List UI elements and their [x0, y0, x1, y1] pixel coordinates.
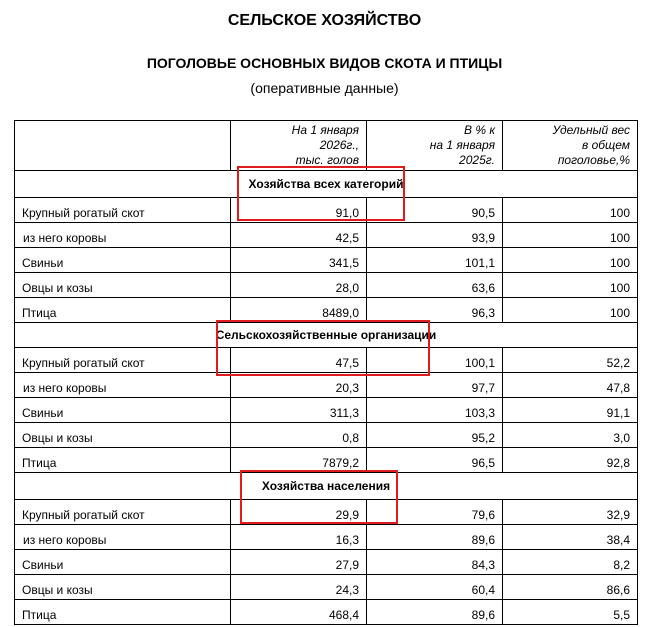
- cell-share-percent: 100: [503, 298, 638, 323]
- cell-share-percent: 32,9: [503, 500, 638, 525]
- section-header-row: [15, 473, 638, 500]
- cell-percent-to-2025: 79,6: [367, 500, 503, 525]
- cell-percent-to-2025: 96,3: [367, 298, 503, 323]
- cell-share-percent: 3,0: [503, 423, 638, 448]
- column-header-heads: [231, 121, 367, 171]
- row-label: Свиньи: [15, 248, 231, 273]
- column-header-line: тыс. голов: [295, 153, 359, 167]
- section-title: Сельскохозяйственные организации: [15, 323, 638, 348]
- row-label: Овцы и козы: [15, 273, 231, 298]
- column-header-line: поголовье,%: [557, 153, 630, 167]
- table-row: [15, 273, 638, 298]
- cell-share-percent: 100: [503, 198, 638, 223]
- cell-share-percent: 52,2: [503, 348, 638, 373]
- cell-heads-thousands: 311,3: [231, 398, 367, 423]
- cell-percent-to-2025: 101,1: [367, 248, 503, 273]
- table-row: [15, 398, 638, 423]
- row-label: из него коровы: [15, 223, 231, 248]
- row-label: Птица: [15, 448, 231, 473]
- cell-percent-to-2025: 90,5: [367, 198, 503, 223]
- cell-heads-thousands: 8489,0: [231, 298, 367, 323]
- table-subtitle: ПОГОЛОВЬЕ ОСНОВНЫХ ВИДОВ СКОТА И ПТИЦЫ: [146, 55, 503, 71]
- section-header-row: [15, 323, 638, 348]
- cell-heads-thousands: 341,5: [231, 248, 367, 273]
- cell-heads-thousands: 20,3: [231, 373, 367, 398]
- cell-percent-to-2025: 96,5: [367, 448, 503, 473]
- cell-share-percent: 47,8: [503, 373, 638, 398]
- cell-percent-to-2025: 97,7: [367, 373, 503, 398]
- cell-share-percent: 100: [503, 248, 638, 273]
- row-label: Овцы и козы: [15, 575, 231, 600]
- cell-heads-thousands: 27,9: [231, 550, 367, 575]
- cell-heads-thousands: 468,4: [231, 600, 367, 625]
- table-row: [15, 298, 638, 323]
- row-label: Крупный рогатый скот: [15, 348, 231, 373]
- data-note: (оперативные данные): [250, 80, 399, 96]
- cell-heads-thousands: 29,9: [231, 500, 367, 525]
- cell-percent-to-2025: 89,6: [367, 525, 503, 550]
- cell-share-percent: 5,5: [503, 600, 638, 625]
- cell-heads-thousands: 47,5: [231, 348, 367, 373]
- cell-share-percent: 91,1: [503, 398, 638, 423]
- cell-percent-to-2025: 100,1: [367, 348, 503, 373]
- cell-percent-to-2025: 84,3: [367, 550, 503, 575]
- cell-heads-thousands: 0,8: [231, 423, 367, 448]
- column-header-line: на 1 января: [429, 138, 495, 152]
- column-header-line: в общем: [582, 138, 630, 152]
- row-label: из него коровы: [15, 525, 231, 550]
- table-row: [15, 348, 638, 373]
- row-label: Крупный рогатый скот: [15, 198, 231, 223]
- cell-percent-to-2025: 95,2: [367, 423, 503, 448]
- cell-heads-thousands: 28,0: [231, 273, 367, 298]
- table-row: [15, 500, 638, 525]
- cell-heads-thousands: 24,3: [231, 575, 367, 600]
- column-header-line: На 1 января: [291, 123, 359, 137]
- cell-percent-to-2025: 89,6: [367, 600, 503, 625]
- column-header-percent: [367, 121, 503, 171]
- section-header-row: [15, 171, 638, 198]
- cell-share-percent: 86,6: [503, 575, 638, 600]
- row-label: Овцы и козы: [15, 423, 231, 448]
- cell-share-percent: 100: [503, 223, 638, 248]
- section-title: Хозяйства населения: [15, 473, 638, 500]
- header-empty-cell: [15, 121, 231, 171]
- cell-share-percent: 92,8: [503, 448, 638, 473]
- cell-percent-to-2025: 60,4: [367, 575, 503, 600]
- row-label: Свиньи: [15, 398, 231, 423]
- page-title: СЕЛЬСКОЕ ХОЗЯЙСТВО: [227, 12, 422, 29]
- table-row: [15, 248, 638, 273]
- table-row: [15, 198, 638, 223]
- cell-percent-to-2025: 63,6: [367, 273, 503, 298]
- row-label: Крупный рогатый скот: [15, 500, 231, 525]
- cell-percent-to-2025: 103,3: [367, 398, 503, 423]
- table-header-row: [15, 121, 638, 171]
- cell-heads-thousands: 42,5: [231, 223, 367, 248]
- row-label: из него коровы: [15, 373, 231, 398]
- column-header-line: 2025г.: [459, 153, 495, 167]
- table-row: [15, 600, 638, 625]
- table-row: [15, 525, 638, 550]
- cell-share-percent: 8,2: [503, 550, 638, 575]
- cell-heads-thousands: 91,0: [231, 198, 367, 223]
- cell-share-percent: 100: [503, 273, 638, 298]
- column-header-share: [503, 121, 638, 171]
- table-row: [15, 448, 638, 473]
- row-label: Свиньи: [15, 550, 231, 575]
- table-row: [15, 550, 638, 575]
- row-label: Птица: [15, 298, 231, 323]
- livestock-table: [14, 120, 638, 625]
- table-row: [15, 223, 638, 248]
- table-row: [15, 575, 638, 600]
- cell-share-percent: 38,4: [503, 525, 638, 550]
- column-header-line: Удельный вес: [552, 123, 630, 137]
- cell-percent-to-2025: 93,9: [367, 223, 503, 248]
- row-label: Птица: [15, 600, 231, 625]
- section-title: Хозяйства всех категорий: [15, 171, 638, 198]
- cell-heads-thousands: 16,3: [231, 525, 367, 550]
- table-row: [15, 423, 638, 448]
- table-row: [15, 373, 638, 398]
- column-header-line: В % к: [463, 123, 495, 137]
- column-header-line: 2026г.,: [319, 138, 359, 152]
- cell-heads-thousands: 7879,2: [231, 448, 367, 473]
